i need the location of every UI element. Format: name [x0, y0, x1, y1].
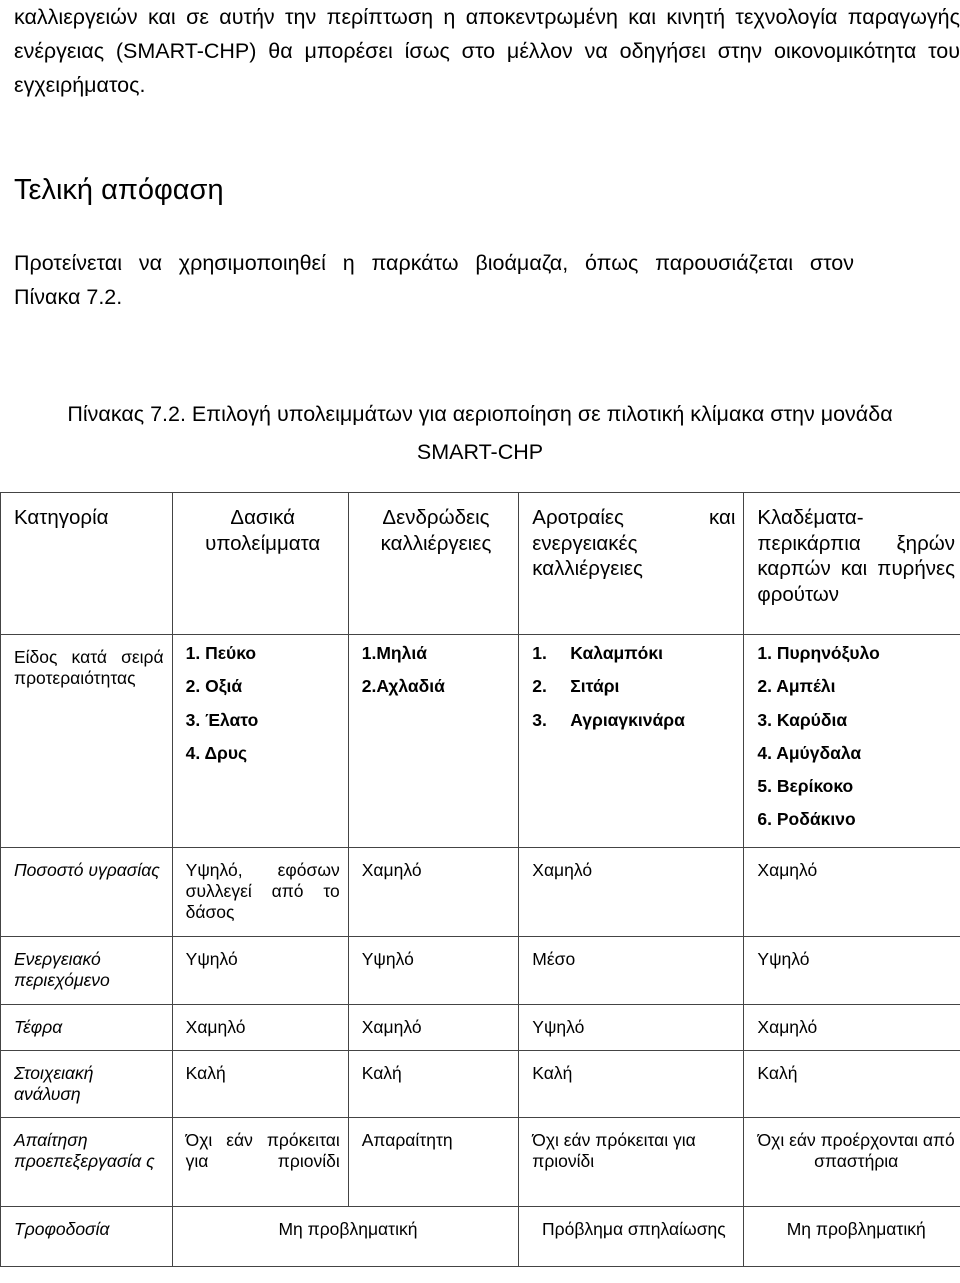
cell: Μη προβληματική: [744, 1206, 960, 1266]
cell: Καλή: [348, 1050, 519, 1117]
cell: Χαμηλό: [519, 847, 744, 936]
cell: Υψηλό, εφόσων συλλεγεί από το δάσος: [172, 847, 348, 936]
table-row: [1, 847, 960, 936]
intro-paragraph: [14, 0, 960, 102]
table-caption-line-1: Πίνακας 7.2. Επιλογή υπολειμμάτων για αεριοποίηση σε πιλοτική κλίμακα στην μονάδα: [67, 402, 893, 426]
proposal-paragraph: [14, 246, 854, 314]
table-caption-line-2: SMART-CHP: [416, 440, 544, 464]
forest-list-cell: [172, 635, 348, 848]
cell: Χαμηλό: [744, 847, 960, 936]
list-item: [532, 704, 735, 737]
section-heading: Τελική απόφαση: [14, 174, 224, 206]
list-item: 3. Καρύδια: [757, 709, 848, 730]
cell: Καλή: [172, 1050, 348, 1117]
header-prunings: Κλαδέματα-περικάρπια ξηρών καρπών και πυρήνες φρούτων: [744, 493, 960, 635]
row-label-moisture: Ποσοστό υγρασίας: [1, 847, 173, 936]
list-text: Καλαμπόκι: [570, 643, 663, 663]
cell: Χαμηλό: [348, 1004, 519, 1050]
header-tree-crops: Δενδρώδεις καλλιέργειες: [348, 493, 519, 635]
list-item: 5. Βερίκοκο: [757, 776, 854, 797]
list-item: 2. Αμπέλι: [757, 676, 836, 697]
list-item: 1. Πεύκο: [185, 643, 257, 663]
list-item: 1.Μηλιά: [361, 643, 427, 663]
cell: Καλή: [519, 1050, 744, 1117]
cell: Πρόβλημα σπηλαίωσης: [519, 1206, 744, 1266]
intro-line-3: εγχειρήματος.: [14, 73, 146, 97]
tree-list-cell: [348, 635, 519, 848]
list-item: 6. Ροδάκινο: [757, 809, 856, 830]
list-item: [532, 670, 735, 703]
cell: Χαμηλό: [172, 1004, 348, 1050]
header-arable: Αροτραίες και ενεργειακές καλλιέργειες: [519, 493, 744, 635]
row-label-preprocessing: Απαίτηση προεπεξεργασία ς: [1, 1117, 173, 1206]
list-item: 2. Οξιά: [185, 676, 243, 697]
proposal-line-2: Πίνακα 7.2.: [14, 285, 123, 309]
priority-row: [1, 635, 960, 848]
header-category: Κατηγορία: [1, 493, 173, 635]
prunings-list-cell: [744, 635, 960, 848]
table-header-row: [1, 493, 960, 635]
cell: Όχι εάν πρόκειται για πριονίδι: [172, 1117, 348, 1206]
arable-list-cell: [519, 635, 744, 848]
cell: Μη προβληματική: [172, 1206, 519, 1266]
biomass-table: [0, 492, 960, 1267]
list-number: 3.: [532, 709, 547, 730]
table-row: [1, 936, 960, 1004]
cell: Μέσο: [519, 936, 744, 1004]
tree-list: [362, 637, 511, 704]
priority-label: Είδος κατά σειρά προτεραιότητας: [1, 635, 173, 848]
list-item: 4. Δρυς: [185, 742, 248, 763]
cell: Όχι εάν πρόκειται για πριονίδι: [519, 1117, 744, 1206]
row-label-ash: Τέφρα: [1, 1004, 173, 1050]
list-number: 1.: [532, 643, 547, 663]
list-text: Σιτάρι: [570, 676, 620, 697]
list-item: 1. Πυρηνόξυλο: [757, 643, 880, 663]
table-row: [1, 1206, 960, 1266]
cell: Χαμηλό: [744, 1004, 960, 1050]
intro-line-1: καλλιεργειών και σε αυτήν την περίπτωση η αποκεντρωμένη και κινητή τεχνολογία παραγωγής: [14, 5, 960, 29]
table-row: [1, 1117, 960, 1206]
list-item: 2.Αχλαδιά: [361, 676, 445, 697]
list-item: [532, 637, 735, 670]
cell: Υψηλό: [519, 1004, 744, 1050]
list-number: 2.: [532, 676, 547, 697]
table-caption: [0, 396, 960, 470]
list-item: 4. Αμύγδαλα: [757, 742, 862, 763]
proposal-line-1: Προτείνεται να χρησιμοποιηθεί η παρκάτω βιοάμαζα, όπως παρουσιάζεται στον: [14, 251, 854, 275]
row-label-energy: Ενεργειακό περιεχόμενο: [1, 936, 173, 1004]
table-row: [1, 1050, 960, 1117]
cell: Απαραίτητη: [348, 1117, 519, 1206]
list-item: 3. Έλατο: [185, 709, 259, 730]
cell: Υψηλό: [348, 936, 519, 1004]
intro-line-2: ενέργειας (SMART-CHP) θα μπορέσει ίσως στο μέλλον να οδηγήσει στην οικονομικότητα του: [14, 39, 960, 63]
header-forest: Δασικά υπολείμματα: [172, 493, 348, 635]
cell: Υψηλό: [172, 936, 348, 1004]
cell: Καλή: [744, 1050, 960, 1117]
table-row: [1, 1004, 960, 1050]
cell: Όχι εάν προέρχονται από σπαστήρια: [744, 1117, 960, 1206]
cell: Χαμηλό: [348, 847, 519, 936]
row-label-feeding: Τροφοδοσία: [1, 1206, 173, 1266]
list-text: Αγριαγκινάρα: [570, 709, 685, 730]
cell: Υψηλό: [744, 936, 960, 1004]
row-label-elemental: Στοιχειακή ανάλυση: [1, 1050, 173, 1117]
arable-list: [532, 637, 735, 737]
forest-list: [186, 637, 340, 770]
prunings-list: [757, 637, 955, 837]
